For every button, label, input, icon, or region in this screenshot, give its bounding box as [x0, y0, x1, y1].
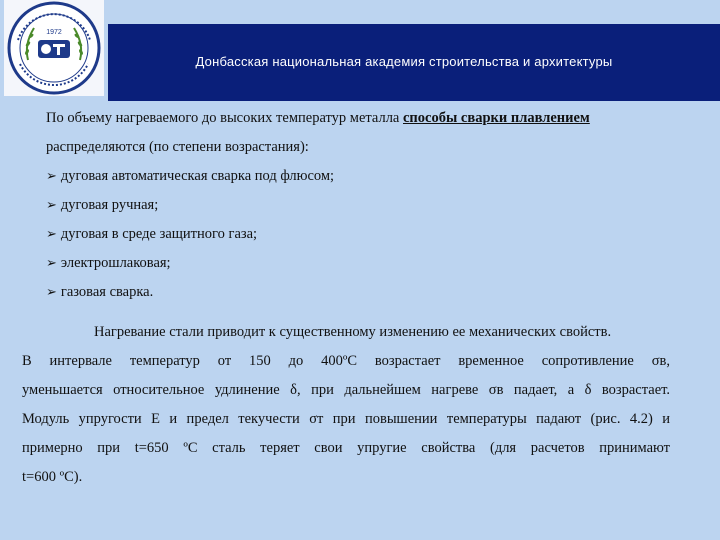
paragraph-line: примерно при t=650 ºС сталь теряет свои упругие свойства (для расчетов принимают	[22, 440, 670, 456]
arrow-bullet-icon: ➢	[46, 256, 57, 271]
intro-emphasis: способы сварки плавлением	[403, 110, 590, 126]
bullet-item	[46, 255, 171, 272]
intro-line-1	[46, 110, 590, 127]
bullet-text: газовая сварка.	[60, 284, 154, 300]
intro-line-2: распределяются (по степени возрастания):	[46, 139, 309, 155]
paragraph-line: t=600 ºС).	[22, 469, 83, 485]
arrow-bullet-icon: ➢	[46, 285, 57, 300]
arrow-bullet-icon: ➢	[46, 169, 57, 184]
bullet-item	[46, 226, 257, 243]
arrow-bullet-icon: ➢	[46, 198, 57, 213]
body-paragraph	[22, 318, 670, 492]
paragraph-line: В интервале температур от 150 до 400ºС возрастает временное сопротивление σв,	[22, 353, 670, 369]
intro-text: По объему нагреваемого до высоких температур металла	[46, 110, 403, 126]
paragraph-line: Нагревание стали приводит к существенному изменению ее механических свойств.	[94, 324, 612, 340]
arrow-bullet-icon: ➢	[46, 227, 57, 242]
bullet-item	[46, 197, 158, 214]
bullet-text: дуговая автоматическая сварка под флюсом;	[60, 168, 335, 184]
bullet-text: электрошлаковая;	[60, 255, 171, 271]
paragraph-line: Модуль упругости Е и предел текучести σт при повышении температуры падают (рис. 4.2) и	[22, 411, 670, 427]
logo-year: 1972	[46, 29, 62, 36]
bullet-text: дуговая в среде защитного газа;	[60, 226, 258, 242]
academy-logo	[4, 0, 104, 96]
paragraph-line: уменьшается относительное удлинение δ, при дальнейшем нагреве σв падает, а δ возрастает.	[22, 382, 670, 398]
bullet-text: дуговая ручная;	[60, 197, 159, 213]
bullet-item	[46, 168, 334, 185]
bullet-item	[46, 284, 153, 301]
header-title: Донбасская национальная академия строительства и архитектуры	[195, 54, 613, 69]
header-bar	[108, 24, 720, 101]
